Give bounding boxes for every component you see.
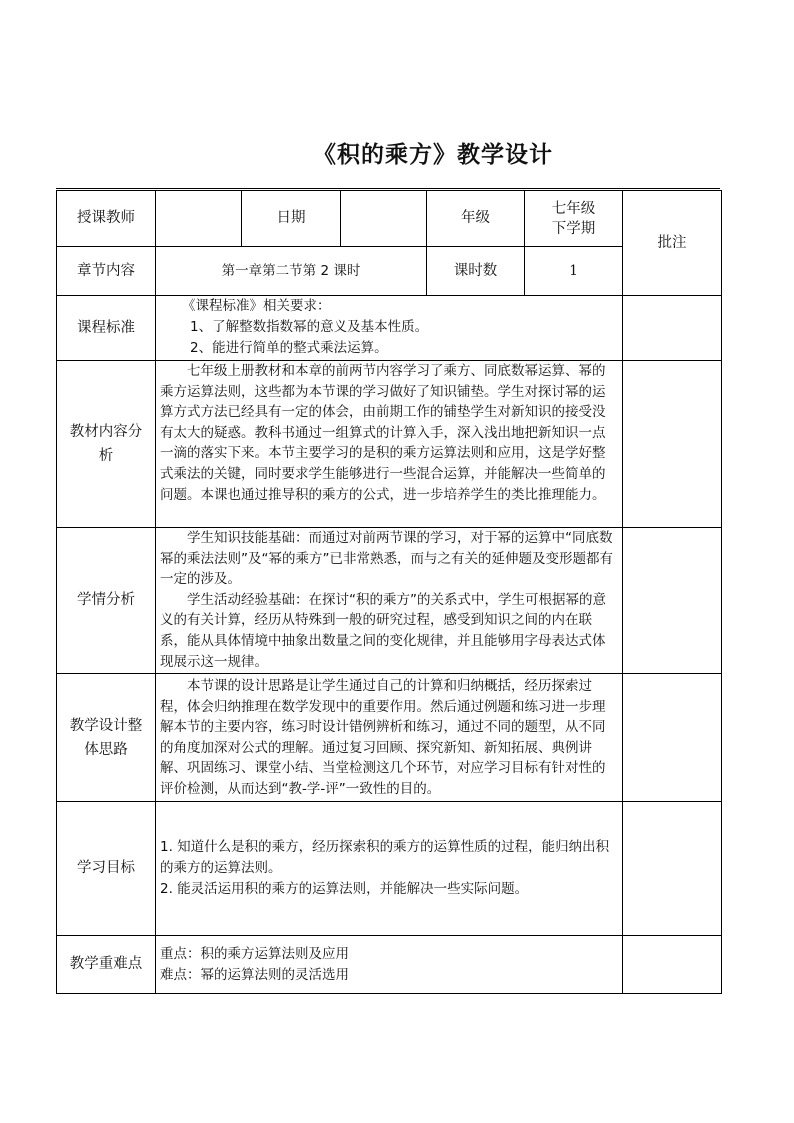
note-cell-standard <box>623 296 721 361</box>
standard-line-2: 1、了解整数指数幂的意义及基本性质。 <box>190 319 429 335</box>
learner-label: 学情分析 <box>57 528 156 674</box>
note-label: 批注 <box>623 191 721 296</box>
material-label-line1: 教材内容分 <box>69 424 143 440</box>
material-label-line2: 析 <box>98 448 114 464</box>
design-label-line2: 体思路 <box>84 741 128 758</box>
teacher-value <box>156 191 242 247</box>
standard-label: 课程标准 <box>57 296 156 361</box>
design-content: 本节课的设计思路是让学生通过自己的计算和归纳概括，经历探索过程，体会归纳推理在数学发现中的重要作用。然后通过例题和练习进一步理解本节的主要内容，练习时设计错例辨析和练习，通过不同的题型，从不同的角度加深对公式的理解。通过复习回顾、探究新知、新知拓展、典例讲解、巩固练习、课堂小结、当堂检测这几个环节，对应学习目标有针对性的评价检测，从而达到“教-学-评”一致性的目的。 <box>156 674 623 802</box>
design-label <box>57 674 156 802</box>
goal-item-1: 1. 知道什么是积的乘方，经历探索积的乘方的运算性质的过程，能归纳出积的乘方的运算法则。 <box>160 839 610 876</box>
date-value <box>341 191 427 247</box>
design-label-line1: 教学设计整 <box>69 717 143 734</box>
grade-value <box>525 191 623 247</box>
grade-value-line2: 下学期 <box>551 220 596 237</box>
standard-content <box>156 296 623 361</box>
grade-label: 年级 <box>427 191 525 247</box>
keypoints-label: 教学重难点 <box>57 936 156 993</box>
material-content: 七年级上册教材和本章的前两节内容学习了乘方、同底数幂运算、幂的乘方运算法则，这些都为本节课的学习做好了知识铺垫。学生对探讨幂的运算方式方法已经具有一定的体会，由前期工作的铺垫学生对新知识的接受没有太大的疑惑。教科书通过一组算式的计算入手，深入浅出地把新知识一点一滴的落实下来。本节主要学习的是积的乘方运算法则和应用，这是学好整式乘法的关键，同时要求学生能够进行一些混合运算，并能解决一些简单的问题。本课也通过推导积的乘方的公式，进一步培养学生的类比推理能力。 <box>156 361 623 528</box>
note-cell-learner <box>623 528 721 674</box>
learner-content <box>156 528 623 674</box>
note-cell-material <box>623 361 721 528</box>
note-cell-keypoints <box>623 936 721 993</box>
learner-para-1: 学生知识技能基础：而通过对前两节课的学习，对于幂的运算中“同底数幂的乘法法则”及“幂的乘方”已非常熟悉，而与之有关的延伸题及变形题都有一定的涉及。 <box>160 530 613 588</box>
chapter-label: 章节内容 <box>57 247 156 296</box>
hours-label: 课时数 <box>427 247 525 296</box>
learner-para-2: 学生活动经验基础：在探讨“积的乘方”的关系式中，学生可根据幂的意义的有关计算，经历从特殊到一般的研究过程，感受到知识之间的内在联系，能从具体情境中抽象出数量之间的变化规律，并且能够用字母表达式体现展示这一规律。 <box>160 591 606 670</box>
hours-value: 1 <box>525 247 623 296</box>
teacher-label: 授课教师 <box>57 191 156 247</box>
goal-item-2: 2. 能灵活运用积的乘方的运算法则，并能解决一些实际问题。 <box>160 881 529 897</box>
note-cell-goals <box>623 802 721 936</box>
standard-line-3: 2、能进行简单的整式乘法运算。 <box>190 340 388 356</box>
key-point: 重点：积的乘方运算法则及应用 <box>160 945 349 962</box>
goals-label: 学习目标 <box>57 802 156 936</box>
top-rule <box>56 188 720 189</box>
grade-value-line1: 七年级 <box>551 200 596 217</box>
lesson-plan-table <box>56 190 722 994</box>
standard-line-1: 《课程标准》相关要求： <box>182 298 331 314</box>
note-cell-design <box>623 674 721 802</box>
material-label <box>57 361 156 528</box>
date-label: 日期 <box>242 191 341 247</box>
goals-content <box>156 802 623 936</box>
page-title: 《积的乘方》教学设计 <box>313 141 553 168</box>
chapter-value: 第一章第二节第 2 课时 <box>156 247 427 296</box>
difficult-point: 难点：幂的运算法则的灵活选用 <box>160 966 349 983</box>
keypoints-content <box>156 936 623 993</box>
